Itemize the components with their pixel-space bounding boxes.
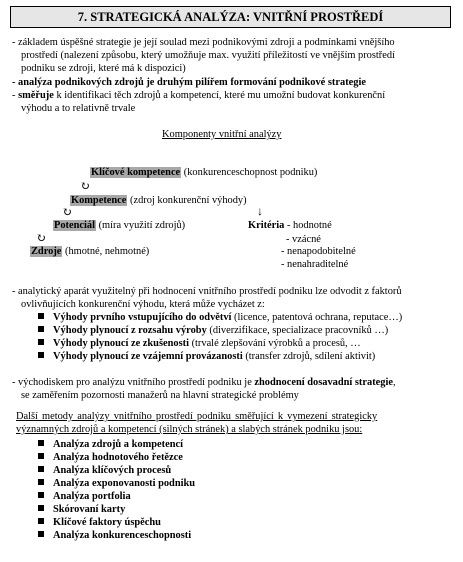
advantage-name: Výhody plynoucí ze zkušenosti [53,338,189,349]
method-item [38,530,191,543]
potential-label: Potenciál [54,220,95,231]
criteria-row [248,220,332,233]
advantage-item [38,351,375,364]
intro-pillar-statement: - analýza podnikových zdrojů je druhým pilířem formování podnikové strategie [12,77,366,88]
intro-direction-rest: k identifikaci těch zdrojů a kompetencí, které mu umožní budovat konkurenční [53,90,386,101]
method-label: Analýza portfolia [53,491,131,502]
bullet-square-icon [38,518,44,524]
bullet-square-icon [38,352,44,358]
method-item [38,478,195,491]
starting-point-line-1 [12,377,396,390]
resources-row [30,246,149,259]
bullet-square-icon [38,453,44,459]
advantage-item [38,325,388,338]
starting-point-end: , [392,377,396,388]
criteria-first: - hodnotné [284,220,332,231]
method-label: Analýza klíčových procesů [53,465,172,476]
page-title: 7. STRATEGICKÁ ANALÝZA: VNITŘNÍ PROSTŘEDÍ [10,6,451,28]
intro-line-2: prostředí (nalezení způsobu, který umožňuje max. využití příležitostí ve vnějším prostředí [21,50,395,61]
method-item [38,465,171,478]
criteria-label: Kritéria [248,220,285,231]
method-label: Klíčové faktory úspěchu [53,517,161,528]
method-item [38,439,183,452]
starting-point-pre: - východiskem pro analýzu vnitřního prostředí podniku je [12,377,255,388]
criteria-item: - vzácné [286,234,321,245]
bullet-square-icon [38,505,44,511]
criteria-item: - nenapodobitelné [281,246,356,257]
core-competences-desc: (konkurenceschopnost podniku) [181,167,318,178]
intro-direction-line-2: výhodu a to relativně trvale [21,103,136,114]
method-item [38,491,131,504]
bullet-square-icon [38,339,44,345]
core-competences-label: Klíčové kompetence [91,167,181,178]
method-label: Analýza hodnotového řetězce [53,452,183,463]
apparatus-line-1: - analytický aparát využitelný při hodnocení vnitřního prostředí podniku lze odvodit z faktorů [12,286,402,297]
apparatus-line-2: ovlivňujících konkurenční výhodu, která může vycházet z: [21,299,265,310]
method-label: Analýza exponovanosti podniku [53,478,196,489]
advantage-name: Výhody prvního vstupujícího do odvětví [53,312,232,323]
bullet-square-icon [38,492,44,498]
methods-intro-line-2: významných zdrojů a kompetencí (silných stránek) a slabých stránek podniku jsou: [16,424,363,435]
intro-direction-line [12,90,385,103]
intro-direction-bold: směřuje [18,90,54,101]
diagram-heading: Komponenty vnitřní analýzy [162,129,282,140]
resources-desc: (hmotné, nehmotné) [62,246,150,257]
intro-line-1: - základem úspěšné strategie je její soulad mezi podnikovými zdroji a podmínkami vnějšího [12,37,395,48]
starting-point-bold: zhodnocení dosavadní strategie [254,377,393,388]
core-competences-row [90,167,317,180]
curved-arrow-icon: ↻ [80,179,91,193]
bullet-square-icon [38,466,44,472]
bullet-square-icon [38,326,44,332]
bullet-square-icon [38,479,44,485]
down-arrow-icon: ↓ [257,204,263,218]
advantage-desc: (transfer zdrojů, sdílení aktivit) [242,351,376,362]
bullet-square-icon [38,313,44,319]
competences-desc: (zdroj konkurenční výhody) [127,195,247,206]
intro-line-3: podniku se zdroji, které má k dispozici) [21,63,186,74]
methods-intro-line-1: Další metody analýzy vnitřního prostředí podniku směřující k vymezení strategicky [16,411,378,422]
potential-desc: (míra využití zdrojů) [95,220,186,231]
criteria-item: - nenahraditelné [281,259,349,270]
method-item [38,504,125,517]
advantage-desc: (trvalé zlepšování výrobků a procesů, … [188,338,361,349]
competences-row [70,195,247,208]
curved-arrow-icon: ↻ [62,205,73,219]
curved-arrow-icon: ↻ [36,231,47,245]
dash: - [12,90,19,101]
advantage-desc: (licence, patentová ochrana, reputace…) [231,312,403,323]
competences-label: Kompetence [71,195,127,206]
method-label: Analýza zdrojů a kompetencí [53,439,183,450]
advantage-name: Výhody plynoucí z rozsahu výroby [53,325,207,336]
bullet-square-icon [38,531,44,537]
advantage-item [38,338,361,351]
starting-point-line-2: se zaměřením pozornosti manažerů na hlavní strategické problémy [21,390,299,401]
advantage-item [38,312,402,325]
method-item [38,517,161,530]
method-label: Skórovaní karty [53,504,126,515]
advantage-name: Výhody plynoucí ze vzájemní provázanosti [53,351,243,362]
potential-row [53,220,185,233]
method-label: Analýza konkurenceschopnosti [53,530,192,541]
resources-label: Zdroje [31,246,62,257]
advantage-desc: (diverzifikace, specializace pracovníků …) [206,325,389,336]
bullet-square-icon [38,440,44,446]
method-item [38,452,183,465]
